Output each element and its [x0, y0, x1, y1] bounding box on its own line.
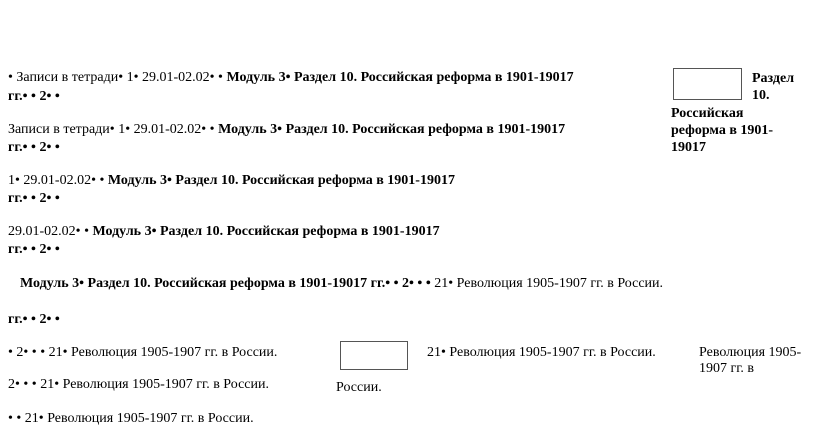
line-4-date: 29.01-02.02• • — [8, 224, 93, 239]
slide-line-9: • • 21• Революция 1905-1907 гг. в России. — [8, 411, 254, 426]
line-2-notes: Записи в тетради• 1• 29.01-02.02• • — [8, 122, 219, 137]
line-5-title: Модуль 3• Раздел 10. Российская реформа в 1901-19017 гг.• • 2• • • — [20, 276, 435, 291]
slide-line-6: гг.• • 2• • — [8, 312, 60, 327]
line-4-end: гг.• • 2• • — [8, 242, 60, 257]
line-8-tail: России. — [336, 380, 382, 395]
line-3-title: Модуль 3• Раздел 10. Российская реформа в 1901-19017 — [107, 173, 455, 188]
line-7-topic: 21• Революция 1905-1907 гг. в России. — [427, 345, 656, 360]
line-7-topic-wrapped: Революция 1905-1907 гг. в — [699, 345, 802, 376]
section-label-right: Раздел 10. — [752, 71, 795, 103]
line-2-title: Модуль 3• Раздел 10. Российская реформа в 1901-19017 — [218, 122, 566, 137]
section-title-left: Российская реформа в 1901-19017 — [671, 106, 774, 155]
placeholder-box-top — [673, 68, 742, 100]
slide-line-3 — [8, 173, 455, 189]
line-3-date: 1• 29.01-02.02• • — [8, 173, 108, 188]
slide-line-2 — [8, 122, 565, 138]
line-4-title: Модуль 3• Раздел 10. Российская реформа в 1901-19017 — [92, 224, 440, 239]
line-1-end: гг.• • 2• • — [8, 89, 60, 104]
slide-line-8: 2• • • 21• Революция 1905-1907 гг. в России. — [8, 377, 269, 392]
line-3-end: гг.• • 2• • — [8, 191, 60, 206]
slide-line-5 — [20, 276, 663, 292]
line-1-notes: • Записи в тетради• 1• 29.01-02.02• • — [8, 70, 227, 85]
line-1-title: Модуль 3• Раздел 10. Российская реформа в 1901-19017 — [226, 70, 574, 85]
slide-line-1 — [8, 70, 574, 86]
slide-line-7: • 2• • • 21• Революция 1905-1907 гг. в России. — [8, 345, 278, 360]
slide-line-4 — [8, 224, 440, 240]
placeholder-box-bottom — [340, 341, 408, 370]
line-5-topic: 21• Революция 1905-1907 гг. в России. — [434, 276, 664, 291]
line-2-end: гг.• • 2• • — [8, 140, 60, 155]
